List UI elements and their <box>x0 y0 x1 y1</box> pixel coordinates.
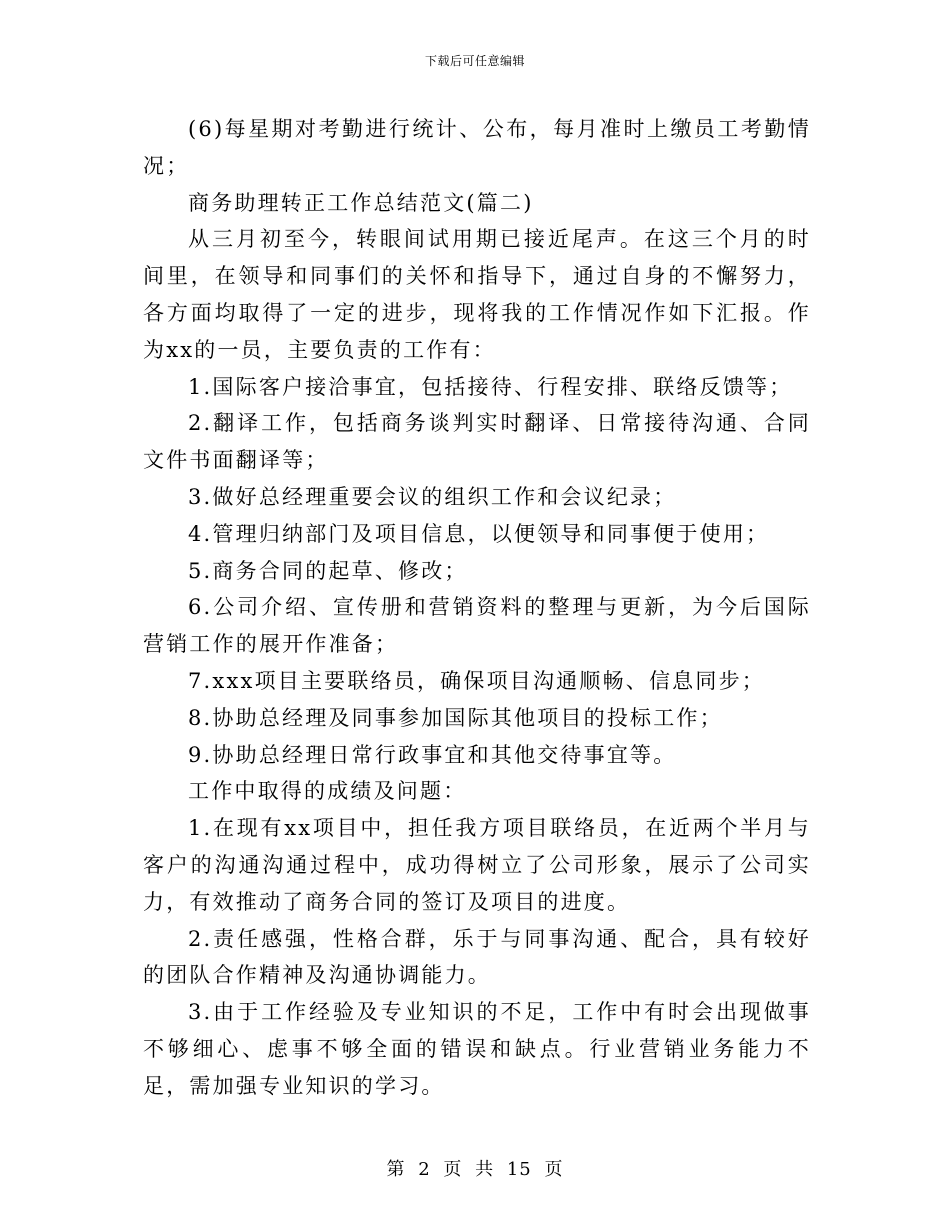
list-item-result-1: 1.在现有xx项目中，担任我方项目联络员，在近两个半月与客户的沟通沟通过程中，成功得树立了公司形象，展示了公司实力，有效推动了商务合同的签订及项目的进度。 <box>143 816 811 914</box>
list-item-duty-3: 3.做好总经理重要会议的组织工作和会议纪录； <box>188 484 677 509</box>
list-item-duty-8: 8.协助总经理及同事参加国际其他项目的投标工作； <box>188 705 723 730</box>
page-number-footer: 第 2 页 共 15 页 <box>386 1159 564 1180</box>
list-item-result-3: 3.由于工作经验及专业知识的不足，工作中有时会出现做事不够细心、虑事不够全面的错误和缺点。行业营销业务能力不足，需加强专业知识的学习。 <box>143 1000 811 1098</box>
list-item-result-2: 2.责任感强，性格合群，乐于与同事沟通、配合，具有较好的团队合作精神及沟通协调能力。 <box>143 926 811 988</box>
subheading-achievements: 工作中取得的成绩及问题： <box>188 779 467 804</box>
paragraph-attendance: (6)每星期对考勤进行统计、公布，每月准时上缴员工考勤情况； <box>143 117 811 178</box>
list-item-duty-1: 1.国际客户接洽事宜，包括接待、行程安排、联络反馈等； <box>188 374 793 399</box>
section-title: 商务助理转正工作总结范文(篇二) <box>188 190 534 215</box>
paragraph-intro: 从三月初至今，转眼间试用期已接近尾声。在这三个月的时间里，在领导和同事们的关怀和指导下，通过自身的不懈努力，各方面均取得了一定的进步，现将我的工作情况作如下汇报。作为xx的一员，主要负责的工作有： <box>143 227 811 362</box>
list-item-duty-7: 7.xxx项目主要联络员，确保项目沟通顺畅、信息同步； <box>188 668 765 693</box>
list-item-duty-5: 5.商务合同的起草、修改； <box>188 558 468 583</box>
document-body <box>143 111 811 1105</box>
list-item-duty-2: 2.翻译工作，包括商务谈判实时翻译、日常接待沟通、合同文件书面翻译等； <box>143 411 811 473</box>
list-item-duty-6: 6.公司介绍、宣传册和营销资料的整理与更新，为今后国际营销工作的展开作准备； <box>143 595 811 657</box>
page-header: 下载后可任意编辑 <box>424 54 525 68</box>
list-item-duty-9: 9.协助总经理日常行政事宜和其他交待事宜等。 <box>188 742 677 767</box>
list-item-duty-4: 4.管理归纳部门及项目信息，以便领导和同事便于使用； <box>188 521 770 546</box>
